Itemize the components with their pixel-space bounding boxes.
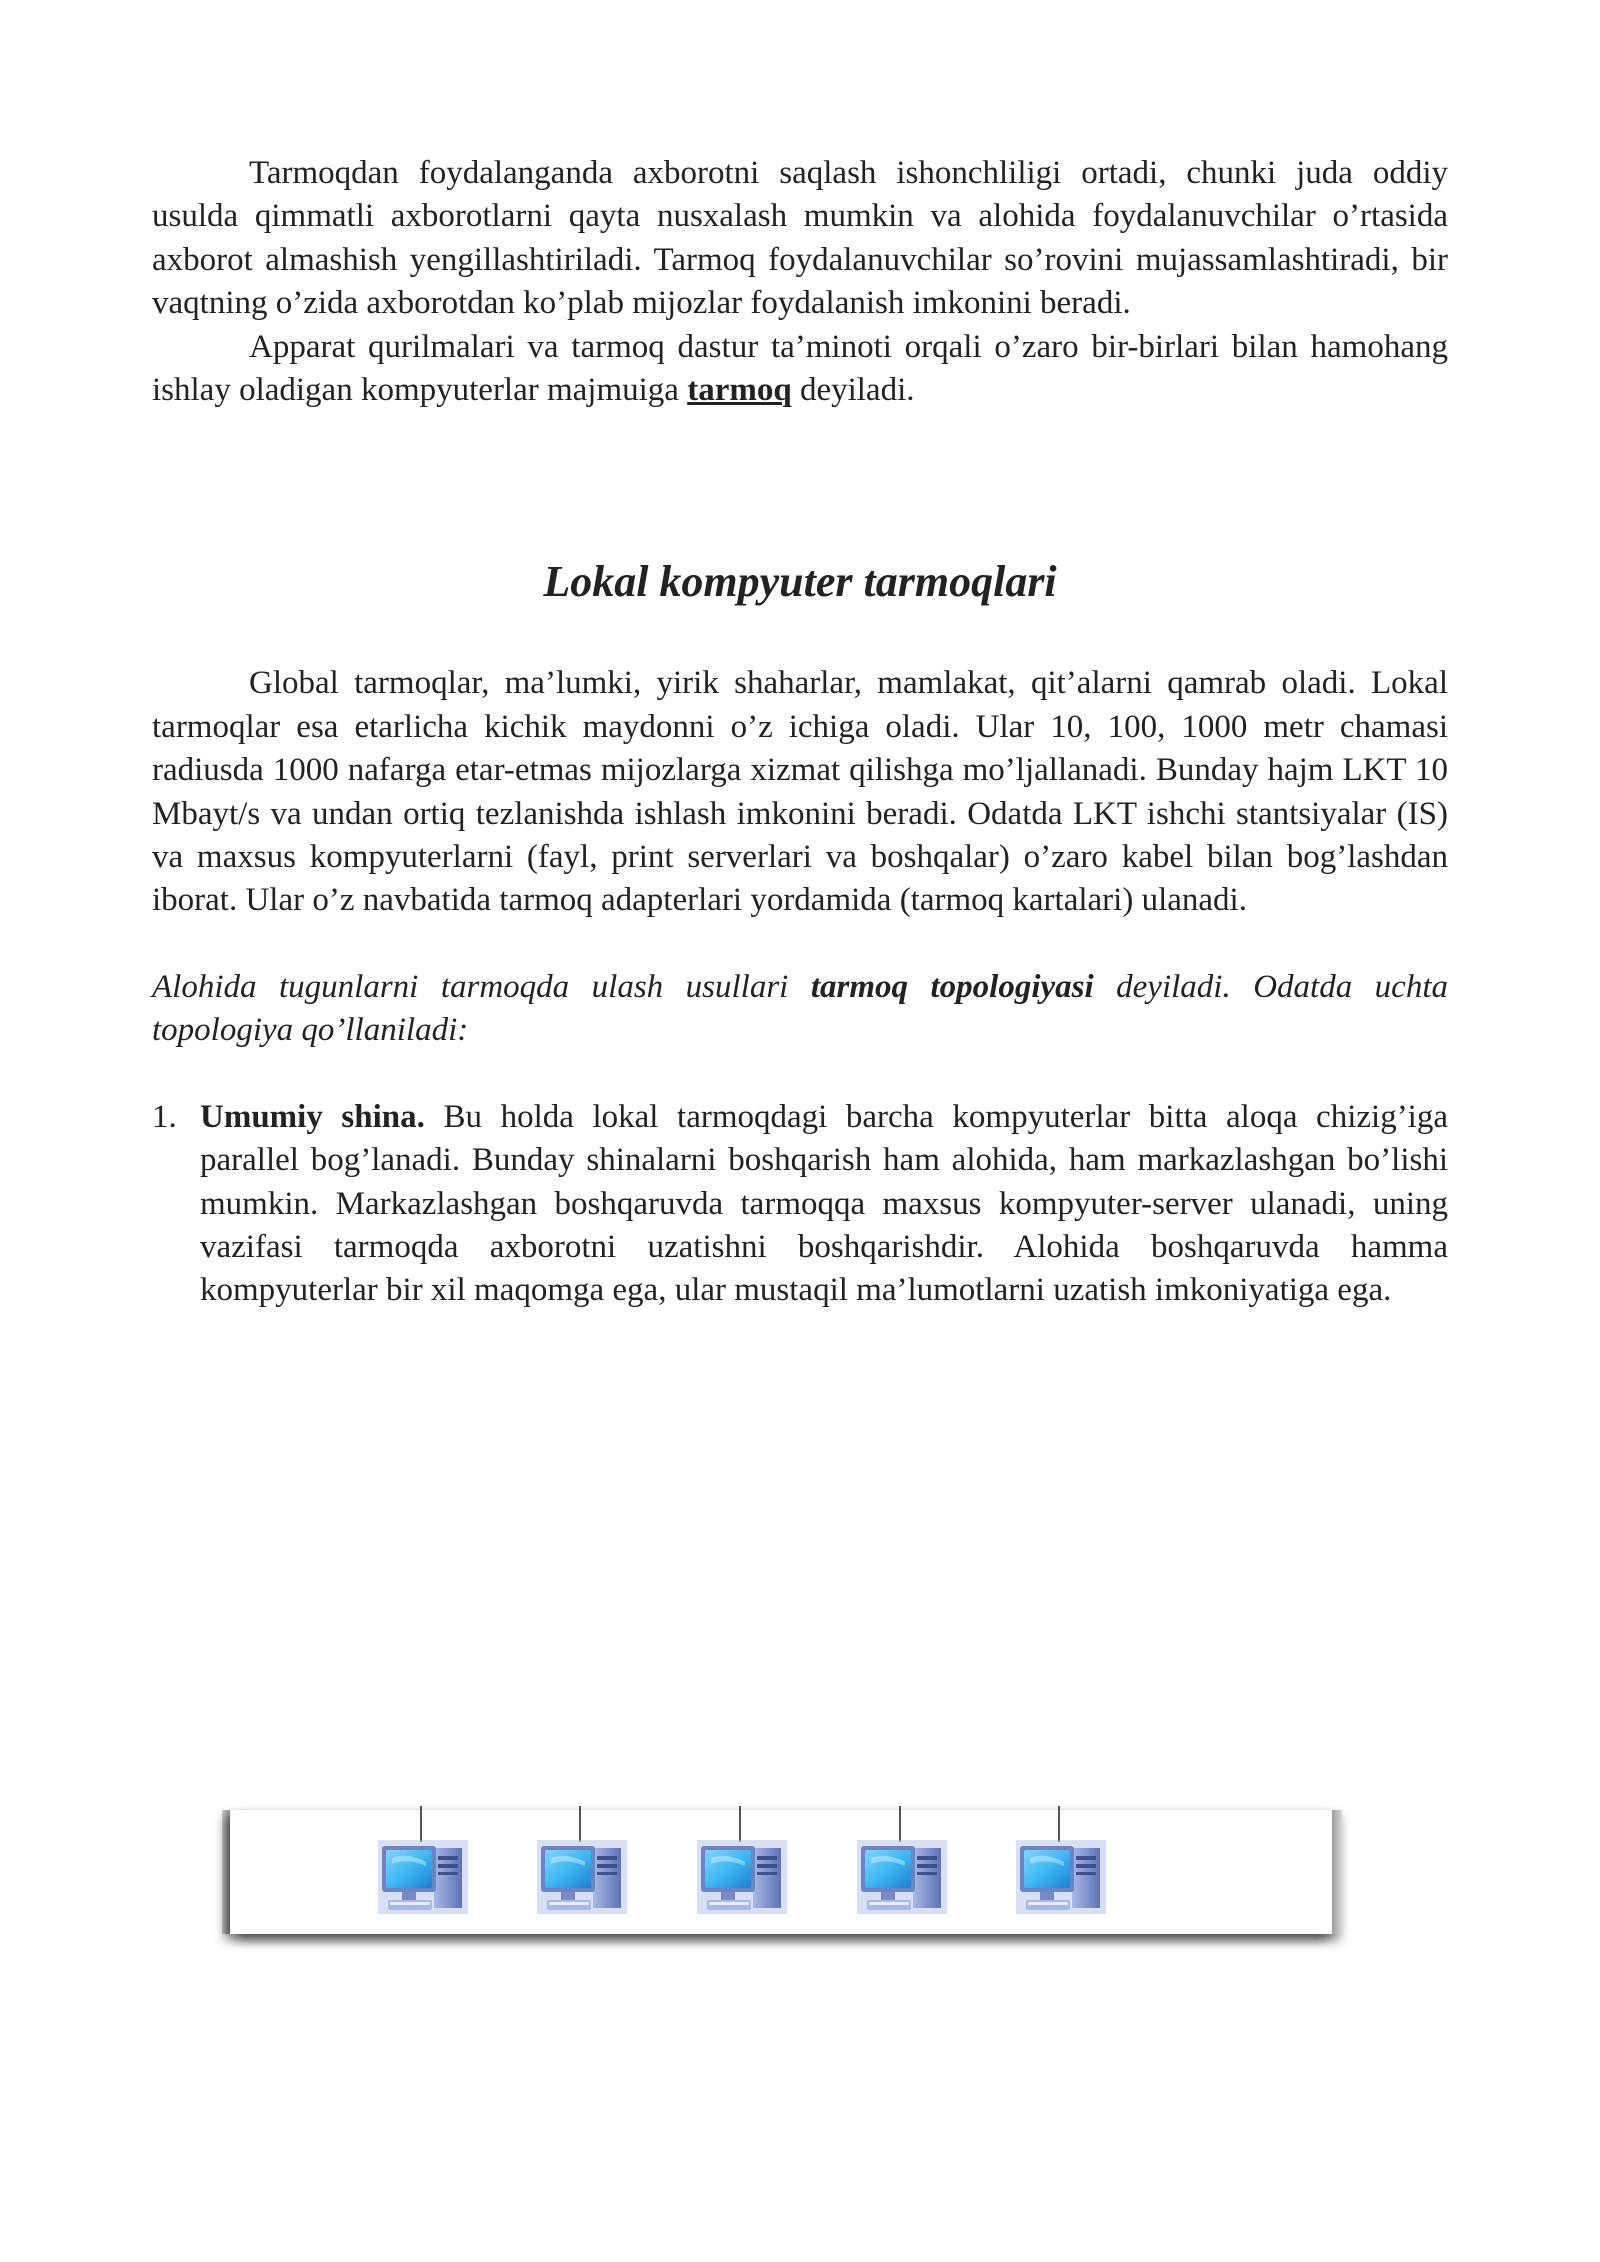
- computer-icon: [533, 1806, 627, 1918]
- intro-paragraph-2-end: deyiladi.: [791, 372, 915, 409]
- computer-icon: [374, 1806, 468, 1918]
- section-heading: Lokal kompyuter tarmoqlari: [543, 557, 1057, 607]
- global-networks-paragraph: Global tarmoqlar, ma’lumki, yirik shaharlar, mamlakat, qit’alarni qamrab oladi. Lokal tarmoqlar esa etarlicha kichik maydonni o’z ichiga oladi. Ular 10, 100, 1000 metr chamasi radiusda 1000 nafarga etar-etmas mijozlarga xizmat qilishga mo’ljallanadi. Bunday hajm LKT 10 Mbayt/s va undan ortiq tezlanishda ishlash imkonini beradi. Odatda LKT ishchi stantsiyalar (IS) va maxsus kompyuterlarni (fayl, print serverlari va boshqalar) o’zaro kabel bilan bog’lashdan iborat. Ular o’z navbatida tarmoq adapterlari yordamida (tarmoq kartalari) ulanadi.: [152, 665, 1448, 919]
- document-content: [152, 152, 1448, 1313]
- term-topology: tarmoq topologiyasi: [810, 968, 1094, 1005]
- diagram-bus-right-edge: [1332, 1810, 1342, 1934]
- topology-list: [152, 1096, 1448, 1313]
- intro-paragraph-2: [152, 326, 1448, 413]
- topology-paragraph: [152, 966, 1448, 1053]
- term-tarmoq: tarmoq: [687, 372, 792, 409]
- list-item-title: Umumiy shina.: [200, 1098, 425, 1135]
- intro-paragraph-1: Tarmoqdan foydalanganda axborotni saqlash ishonchliligi ortadi, chunki juda oddiy usulda qimmatli axborotlarni qayta nusxalash mumkin va alohida foydalanuvchilar o’rtasida axborot almashish yengillashtiriladi. Tarmoq foydalanuvchilar so’rovini mujassamlashtiradi, bir vaqtning o’zida axborotdan ko’plab mijozlar foydalanish imkonini beradi.: [152, 155, 1448, 322]
- computer-icon: [1012, 1806, 1106, 1918]
- topology-paragraph-text: Alohida tugunlarni tarmoqda ulash usullari: [152, 968, 811, 1005]
- topology-paragraph-end: deyiladi. Odatda uchta topologiya qo’llaniladi:: [152, 968, 1449, 1049]
- computer-icon: [693, 1806, 787, 1918]
- list-item-text: Bu holda lokal tarmoqdagi barcha kompyuterlar bitta aloqa chizig’iga parallel bog’lanadi. Bunday shinalarni boshqarish ham alohida, ham markazlashgan bo’lishi mumkin. Markazlashgan boshqaruvda tarmoqqa maxsus kompyuter-server ulanadi, uning vazifasi tarmoqda axborotni uzatishni boshqarishdir. Alohida boshqaruvda hamma kompyuterlar bir xil maqomga ega, ular mustaqil ma’lumotlarni uzatish imkoniyatiga ega.: [200, 1098, 1448, 1309]
- list-number: 1.: [152, 1098, 177, 1135]
- intro-paragraph-2-text: Apparat qurilmalari va tarmoq dastur ta’minoti orqali o’zaro bir-birlari bilan hamohang ishlay oladigan kompyuterlar majmuiga: [152, 328, 1448, 409]
- computer-icon: [853, 1806, 947, 1918]
- list-item: [200, 1096, 1448, 1313]
